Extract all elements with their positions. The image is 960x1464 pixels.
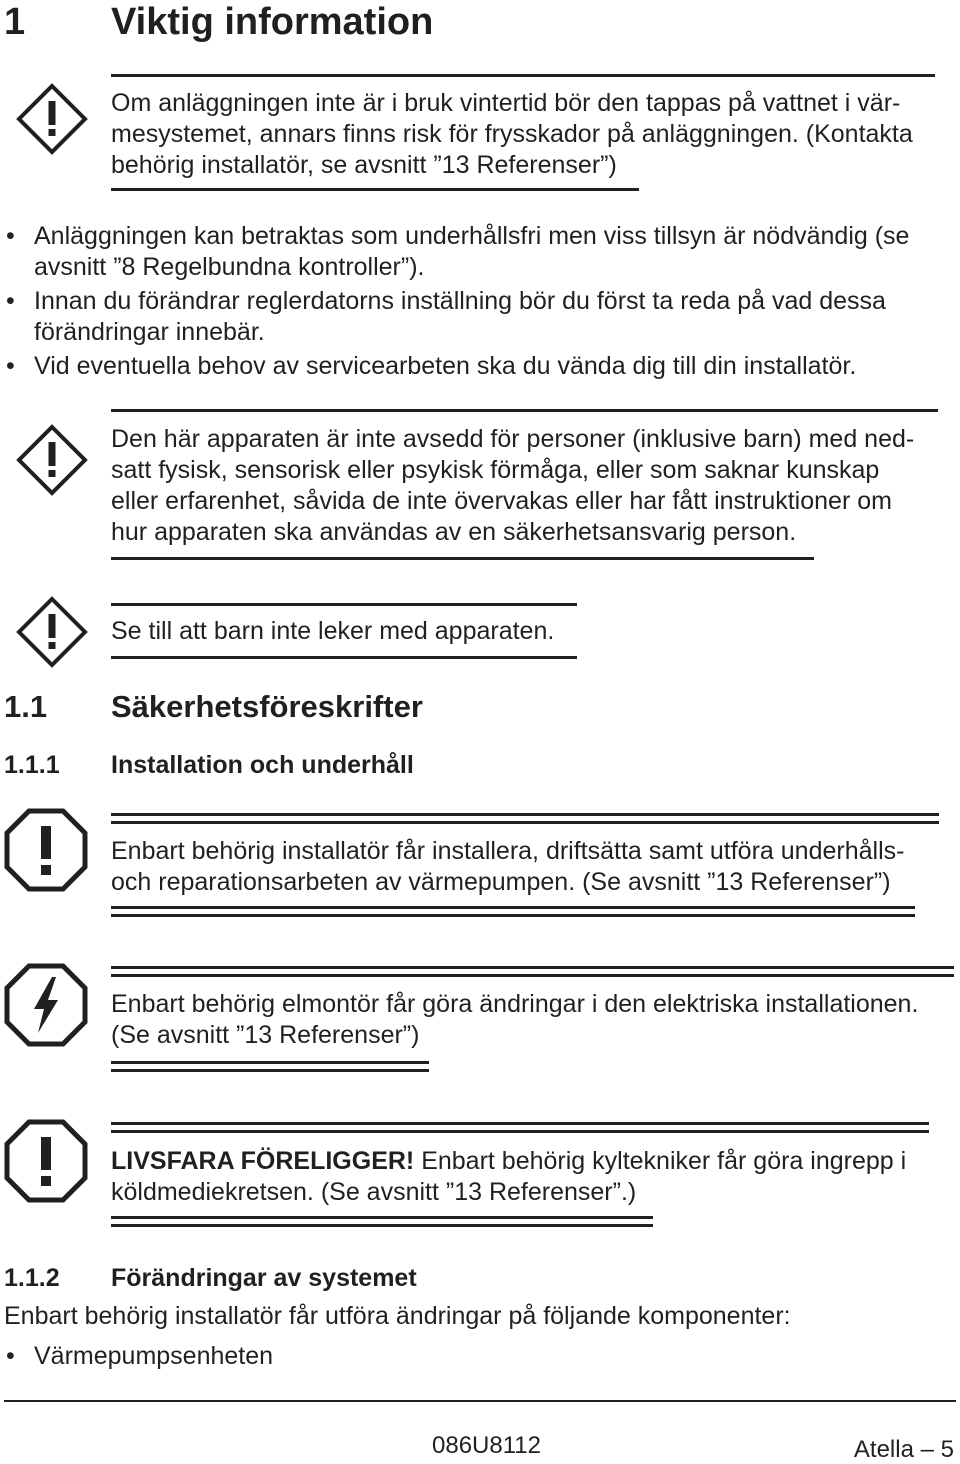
- subsection-title: Förändringar av systemet: [111, 1264, 417, 1292]
- warning-top-rule: [111, 74, 935, 77]
- page-number: 5: [940, 1436, 954, 1463]
- footer-rule: [4, 1400, 956, 1402]
- danger-text: Enbart behörig installatör får installera, driftsätta samt utföra underhålls- och reparationsarbeten av värmepumpen. (Se avsnitt ”13 Referenser”): [111, 837, 905, 896]
- footer-dash: –: [920, 1436, 934, 1463]
- document-code: 086U8112: [432, 1432, 541, 1459]
- warning-line: Om anläggningen inte är i bruk vintertid bör den tappas på vattnet i vär-: [111, 89, 901, 117]
- danger-text: Enbart behörig elmontör får göra ändringar i den elektriska installationen. (Se avsnitt ”13 Referenser”): [111, 990, 919, 1049]
- section-title: Säkerhetsföreskrifter: [111, 689, 423, 724]
- subsection-number: 1.1.1: [4, 751, 60, 779]
- warning-text: Den här apparaten är inte avsedd för personer (inklusive barn) med ned- satt fysisk, sensorisk eller psykisk förmåga, eller som saknar kunskap eller erfarenhet, såvida de inte övervakas eller har fått instruktioner om hur apparaten ska användas av en säkerhetsansvarig person.: [111, 425, 915, 546]
- warning-bottom-rule: [111, 656, 577, 659]
- danger-bottom-rule: [111, 1216, 653, 1227]
- bullet-list: [4, 1341, 944, 1375]
- page-footer-label: [854, 1436, 954, 1464]
- product-name: Atella: [853, 1436, 914, 1463]
- danger-bottom-rule: [111, 1061, 429, 1072]
- danger-octagon-icon: [4, 808, 88, 892]
- warning-text: [111, 88, 951, 181]
- warning-top-rule: [111, 603, 577, 606]
- warning-bottom-rule: [111, 557, 814, 560]
- subsection-number: 1.1.2: [4, 1264, 60, 1292]
- paragraph: Enbart behörig installatör får utföra ändringar på följande komponenter:: [4, 1302, 791, 1330]
- danger-top-rule: [111, 966, 954, 977]
- danger-octagon-icon: [4, 1119, 88, 1203]
- section-number: 1.1: [4, 689, 48, 724]
- caution-diamond-icon: [16, 596, 88, 668]
- danger-top-rule: [111, 813, 939, 824]
- bullet-list: [4, 221, 944, 385]
- subsection-title: Installation och underhåll: [111, 751, 414, 779]
- warning-bottom-rule: [111, 188, 639, 191]
- electric-octagon-icon: [4, 963, 88, 1047]
- caution-diamond-icon: [16, 83, 88, 155]
- warning-top-rule: [111, 409, 938, 412]
- warning-line: mesystemet, annars finns risk för frysskador på anläggningen. (Kontakta: [111, 120, 913, 148]
- page-title: Viktig information: [111, 1, 434, 43]
- chapter-number: 1: [4, 1, 26, 43]
- warning-text: Se till att barn inte leker med apparaten.: [111, 617, 555, 645]
- warning-line: behörig installatör, se avsnitt ”13 Referenser”): [111, 151, 617, 179]
- danger-bottom-rule: [111, 906, 915, 917]
- danger-text: LIVSFARA FÖRELIGGER! Enbart behörig kyltekniker får göra ingrepp i köldmediekretsen. (Se avsnitt ”13 Referenser”.): [111, 1147, 907, 1206]
- list-item: • Värmepumpsenheten: [4, 1341, 944, 1372]
- danger-top-rule: [111, 1122, 929, 1133]
- danger-label: LIVSFARA FÖRELIGGER!: [111, 1147, 415, 1175]
- list-item: • Vid eventuella behov av servicearbeten ska du vända dig till din installatör.: [4, 351, 944, 382]
- list-item: • Anläggningen kan betraktas som underhållsfri men viss tillsyn är nödvändig (se avsnitt ”8 Regelbundna kontroller”).: [4, 221, 944, 283]
- list-item: • Innan du förändrar reglerdatorns inställning bör du först ta reda på vad dessa förändringar innebär.: [4, 286, 944, 348]
- caution-diamond-icon: [16, 424, 88, 496]
